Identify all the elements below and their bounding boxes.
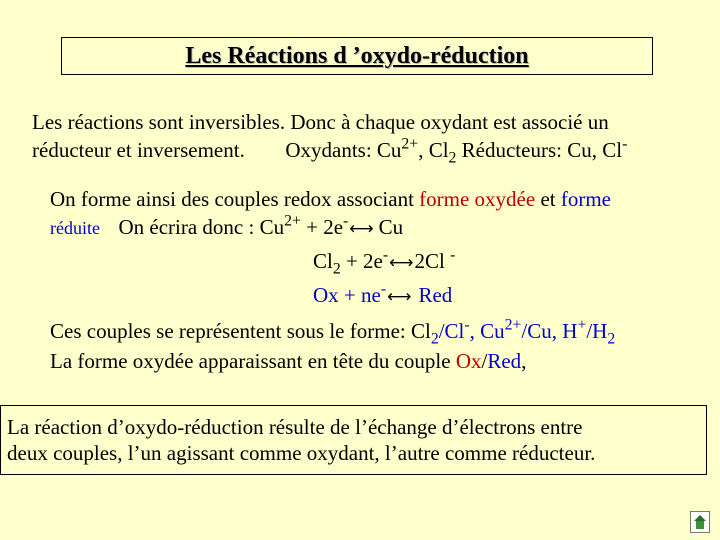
eq2-minus: - [382,246,389,264]
couples-line-2 [50,212,404,239]
equation-3 [313,280,453,307]
equilibrium-arrow-icon: ⟷ [389,253,414,273]
represent-cl-sub: 2 [430,330,439,348]
represent-cu: , Cu [469,319,505,343]
eq1-minus: - [343,212,349,230]
forme-end: , [521,349,527,373]
represent-cl: /Cl [438,319,465,343]
represent-cu-charge: 2+ [504,316,522,334]
equilibrium-arrow-icon: ⟷ [349,219,374,239]
eq3-red: Red [418,283,453,307]
represent-h-sub: 2 [607,330,616,348]
forme-slash: / [481,349,488,373]
forme-text: La forme oxydée apparaissant en tête du couple [50,349,456,373]
title-box [61,37,653,75]
forme-ox: Ox [455,349,482,373]
equilibrium-arrow-icon: ⟷ [387,287,412,307]
page-title: Les Réactions d ’oxydo-réduction [185,42,529,69]
oxidants-label: Oxydants: Cu [285,138,402,162]
represent-text: Ces couples se représentent sous le forme: Cl [50,319,431,343]
conclusion-line-2: deux couples, l’un agissant comme oxydant, l’autre comme réducteur. [7,441,596,466]
cl-part: , Cl [418,138,449,162]
eq1-charge: 2+ [284,212,301,230]
intro-reducteur: réducteur et inversement. [32,138,245,162]
cu-charge: 2+ [401,135,419,153]
represent-line [50,316,616,348]
conclusion-box [0,405,707,475]
house-body [696,521,704,529]
couples-line-1 [50,189,611,210]
cl-sub: 2 [448,149,457,167]
eq2-product-minus: - [450,246,456,264]
reducers-label: Réducteurs: Cu, Cl [456,138,623,162]
equation-2 [313,246,456,278]
represent-cl-minus: - [464,316,470,334]
couples-et: et [535,187,561,211]
ecrira-text: On écrira donc : Cu [118,215,285,239]
intro-line-1: Les réactions sont inversibles. Donc à chaque oxydant est associé un [32,110,609,134]
forme-word: forme [560,187,612,211]
reduite-word: réduite [50,218,100,238]
eq2-plus: + 2e [340,249,383,273]
forme-line [50,351,526,372]
eq3-minus: - [380,280,387,298]
intro-line-2 [32,135,628,167]
conclusion-line-1: La réaction d’oxydo-réduction résulte de l’échange d’électrons entre [7,415,583,439]
couples-text: On forme ainsi des couples redox associant [50,187,420,211]
represent-h-charge: + [577,316,587,334]
eq2-cl: Cl [313,249,333,273]
eq1-product: Cu [378,215,404,239]
eq2-sub: 2 [332,260,341,278]
represent-cu-h: /Cu, H [521,319,578,343]
represent-h2: /H [586,319,608,343]
eq2-product: 2Cl [414,249,451,273]
cl-minus: - [622,135,628,153]
eq3-ox: Ox + ne [313,283,381,307]
forme-oxydee: forme oxydée [419,187,536,211]
eq1-plus: + 2e [300,215,344,239]
home-icon[interactable] [690,511,710,533]
forme-red: Red [487,349,522,373]
